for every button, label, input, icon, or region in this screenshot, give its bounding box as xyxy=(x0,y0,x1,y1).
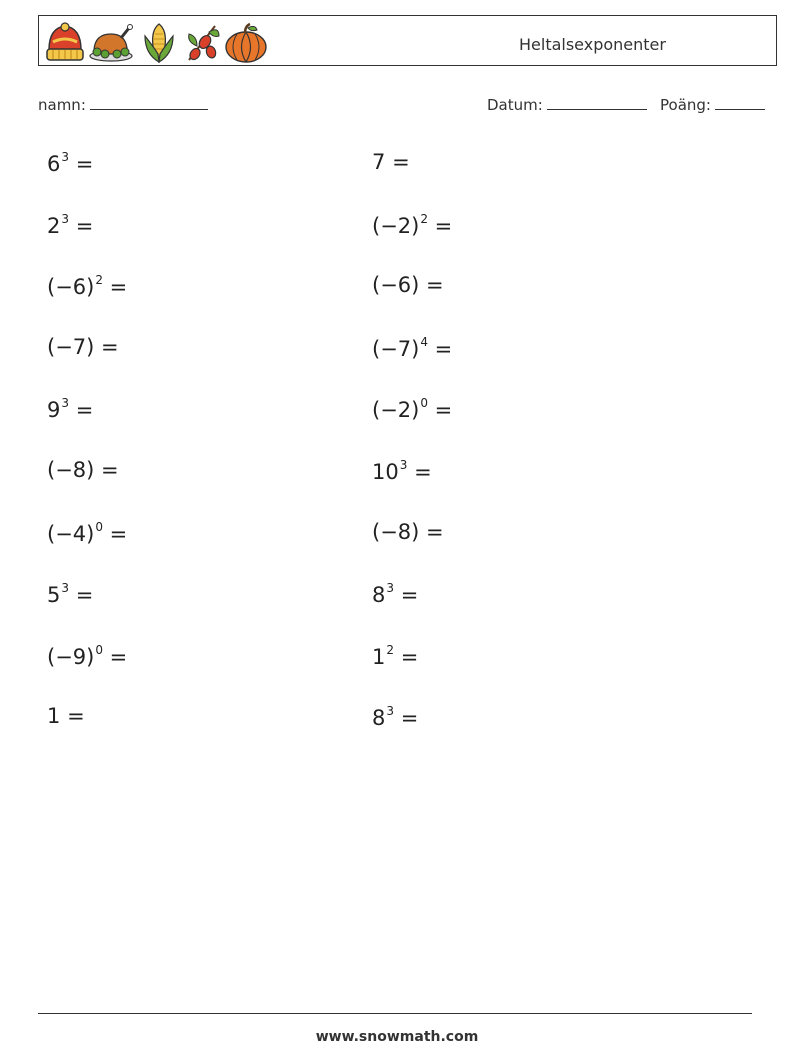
problem-base: (−2) xyxy=(372,213,420,238)
problem-base: 5 xyxy=(47,583,61,608)
name-blank[interactable] xyxy=(90,95,208,110)
problem-item xyxy=(47,150,93,176)
problem-base: 6 xyxy=(47,152,61,176)
pumpkin-icon xyxy=(223,20,269,64)
problem-equals: = xyxy=(400,583,419,608)
problem-base: 2 xyxy=(47,213,61,238)
problem-item xyxy=(372,643,418,669)
problem-base: (−2) xyxy=(372,398,420,423)
worksheet-header xyxy=(38,15,777,66)
problem-equals: = xyxy=(101,334,119,359)
problem-base: (−4) xyxy=(47,521,95,546)
problem-equals: = xyxy=(75,213,94,238)
problem-exponent: 3 xyxy=(399,458,408,472)
problem-item xyxy=(47,581,93,607)
problem-base: (−8) xyxy=(372,519,420,544)
problem-base: (−8) xyxy=(47,458,95,482)
knit-hat-icon xyxy=(43,20,87,64)
rosehip-branch-icon xyxy=(183,20,223,64)
problem-exponent: 2 xyxy=(420,211,428,226)
problem-equals: = xyxy=(109,521,128,546)
problem-equals: = xyxy=(392,150,410,174)
problem-base: 9 xyxy=(47,398,61,423)
roast-turkey-icon xyxy=(87,20,135,64)
problem-item xyxy=(372,273,444,297)
problem-base: 7 xyxy=(372,150,386,174)
problem-equals: = xyxy=(434,398,453,423)
problem-item xyxy=(47,520,127,546)
problem-item xyxy=(372,150,410,174)
problem-base: (−7) xyxy=(47,334,95,359)
problem-exponent: 3 xyxy=(386,704,395,719)
problem-item xyxy=(372,581,418,607)
problem-equals: = xyxy=(75,152,94,176)
problem-equals: = xyxy=(414,460,432,484)
problem-exponent: 0 xyxy=(95,519,103,534)
corn-icon xyxy=(141,20,177,64)
problem-equals: = xyxy=(400,644,419,669)
name-field[interactable] xyxy=(38,95,208,114)
problem-exponent: 3 xyxy=(61,396,70,411)
problem-exponent: 0 xyxy=(420,396,428,411)
problem-exponent: 2 xyxy=(95,273,103,288)
problem-equals: = xyxy=(400,706,419,731)
problem-exponent: 0 xyxy=(95,642,103,657)
worksheet-title: Heltalsexponenter xyxy=(519,35,666,54)
problem-item xyxy=(372,212,452,238)
problem-base: (−7) xyxy=(372,336,420,361)
date-label: Datum: xyxy=(487,96,543,114)
score-label: Poäng: xyxy=(660,96,711,114)
problem-equals: = xyxy=(434,213,453,238)
problem-item xyxy=(47,212,93,238)
problem-exponent: 3 xyxy=(61,150,70,164)
problem-base: (−9) xyxy=(47,644,95,669)
date-field[interactable] xyxy=(487,95,647,114)
header-icons xyxy=(43,20,273,64)
footer-divider xyxy=(38,1013,752,1014)
footer-site: www.snowmath.com xyxy=(315,1029,479,1045)
problem-equals: = xyxy=(109,644,128,669)
problem-item xyxy=(372,704,418,730)
problem-item xyxy=(47,273,127,299)
problem-base: (−6) xyxy=(47,275,95,300)
problem-base: 8 xyxy=(372,706,386,731)
problem-base: 1 xyxy=(372,644,386,669)
problem-equals: = xyxy=(75,398,94,423)
problem-item xyxy=(47,643,127,669)
problem-item xyxy=(47,335,119,359)
problem-equals: = xyxy=(109,275,128,300)
problem-base: 1 xyxy=(47,704,61,729)
problem-item xyxy=(372,458,432,484)
problem-equals: = xyxy=(426,273,444,298)
problem-base: 10 xyxy=(372,460,399,484)
problem-base: (−6) xyxy=(372,273,420,298)
problem-exponent: 3 xyxy=(61,211,70,226)
problem-equals: = xyxy=(75,583,94,608)
problem-exponent: 2 xyxy=(386,642,395,657)
problem-item xyxy=(47,396,93,422)
problem-exponent: 3 xyxy=(61,581,70,596)
problem-equals: = xyxy=(101,458,119,482)
problem-item xyxy=(372,396,452,422)
problem-equals: = xyxy=(426,519,444,544)
problem-item xyxy=(372,520,444,544)
problem-equals: = xyxy=(434,336,453,361)
name-label: namn: xyxy=(38,96,86,114)
date-blank[interactable] xyxy=(547,95,647,110)
problem-exponent: 3 xyxy=(386,581,395,596)
problem-equals: = xyxy=(67,704,85,729)
score-blank[interactable] xyxy=(715,95,765,110)
problem-item xyxy=(47,458,119,482)
problem-exponent: 4 xyxy=(420,334,428,349)
problem-item xyxy=(372,335,452,361)
score-field[interactable] xyxy=(660,95,765,114)
problem-item xyxy=(47,704,85,728)
problem-base: 8 xyxy=(372,583,386,608)
